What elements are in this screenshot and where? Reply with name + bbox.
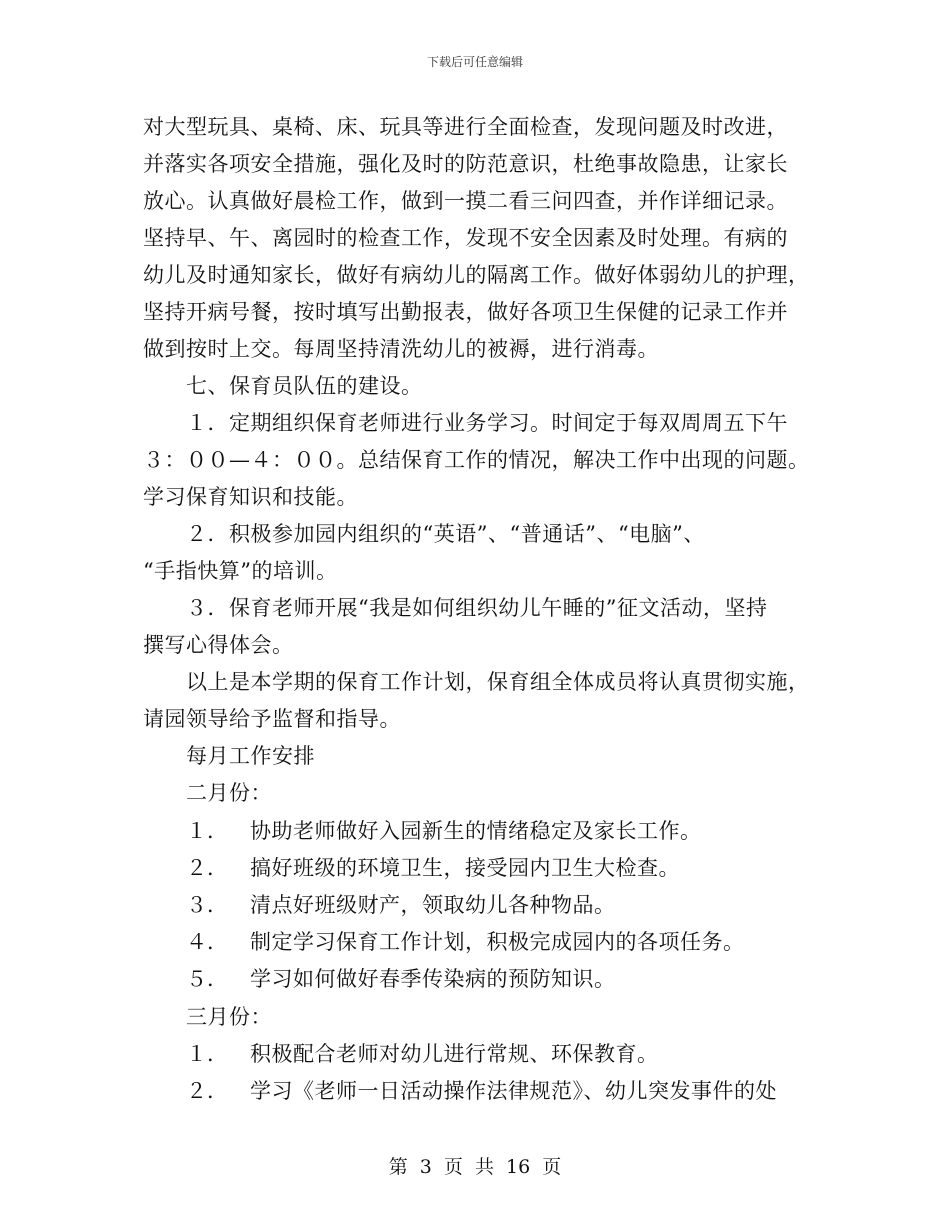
list-item: 学习如何做好春季传染病的预防知识。 xyxy=(250,967,616,991)
list-item: 协助老师做好入园新生的情绪稳定及家长工作。 xyxy=(250,819,702,843)
list-item: 制定学习保育工作计划，积极完成园内的各项任务。 xyxy=(250,930,745,954)
monthly-heading: 每月工作安排 xyxy=(186,744,315,768)
list-number: ４． xyxy=(186,930,228,954)
body-line: ２．积极参加园内组织的“英语”、“普通话”、“电脑”、 xyxy=(186,522,705,546)
section-heading: 七、保育员队伍的建设。 xyxy=(186,374,423,398)
list-number: ３． xyxy=(186,893,228,917)
body-line: “手指快算”的培训。 xyxy=(143,559,338,583)
body-line: 并落实各项安全措施，强化及时的防范意识，杜绝事故隐患，让家长 xyxy=(143,152,788,176)
month-heading: 三月份： xyxy=(186,1005,272,1029)
body-line: 幼儿及时通知家长，做好有病幼儿的隔离工作。做好体弱幼儿的护理， xyxy=(143,263,810,287)
body-line: 做到按时上交。每周坚持清洗幼儿的被褥，进行消毒。 xyxy=(143,337,659,361)
list-item: 积极配合老师对幼儿进行常规、环保教育。 xyxy=(250,1042,659,1066)
body-line: 坚持早、午、离园时的检查工作，发现不安全因素及时处理。有病的 xyxy=(143,226,788,250)
page-footer: 第 3 页 共 16 页 xyxy=(388,1156,562,1178)
list-number: １． xyxy=(186,1042,228,1066)
body-line: ３．保育老师开展“我是如何组织幼儿午睡的”征文活动，坚持 xyxy=(186,596,768,620)
body-line: 放心。认真做好晨检工作，做到一摸二看三问四查，并作详细记录。 xyxy=(143,189,788,213)
list-number: ５． xyxy=(186,967,228,991)
month-heading: 二月份： xyxy=(186,781,272,805)
list-item: 搞好班级的环境卫生，接受园内卫生大检查。 xyxy=(250,856,680,880)
body-line: 学习保育知识和技能。 xyxy=(143,485,358,509)
body-line: １．定期组织保育老师进行业务学习。时间定于每双周周五下午 xyxy=(186,411,788,435)
list-number: １． xyxy=(186,819,228,843)
page-header: 下载后可任意编辑 xyxy=(426,55,523,69)
body-line: 坚持开病号餐，按时填写出勤报表，做好各项卫生保健的记录工作并 xyxy=(143,300,788,324)
list-item: 学习《老师一日活动操作法律规范》、幼儿突发事件的处 xyxy=(250,1079,777,1103)
body-line: 请园领导给予监督和指导。 xyxy=(143,707,401,731)
body-line: 以上是本学期的保育工作计划，保育组全体成员将认真贯彻实施， xyxy=(186,670,810,694)
list-number: ２． xyxy=(186,1079,228,1103)
list-item: 清点好班级财产，领取幼儿各种物品。 xyxy=(250,893,616,917)
body-line: ３：００—４：００。总结保育工作的情况，解决工作中出现的问题。 xyxy=(143,448,810,472)
list-number: ２． xyxy=(186,856,228,880)
body-line: 撰写心得体会。 xyxy=(143,633,294,657)
body-line: 对大型玩具、桌椅、床、玩具等进行全面检查，发现问题及时改进， xyxy=(143,115,788,139)
